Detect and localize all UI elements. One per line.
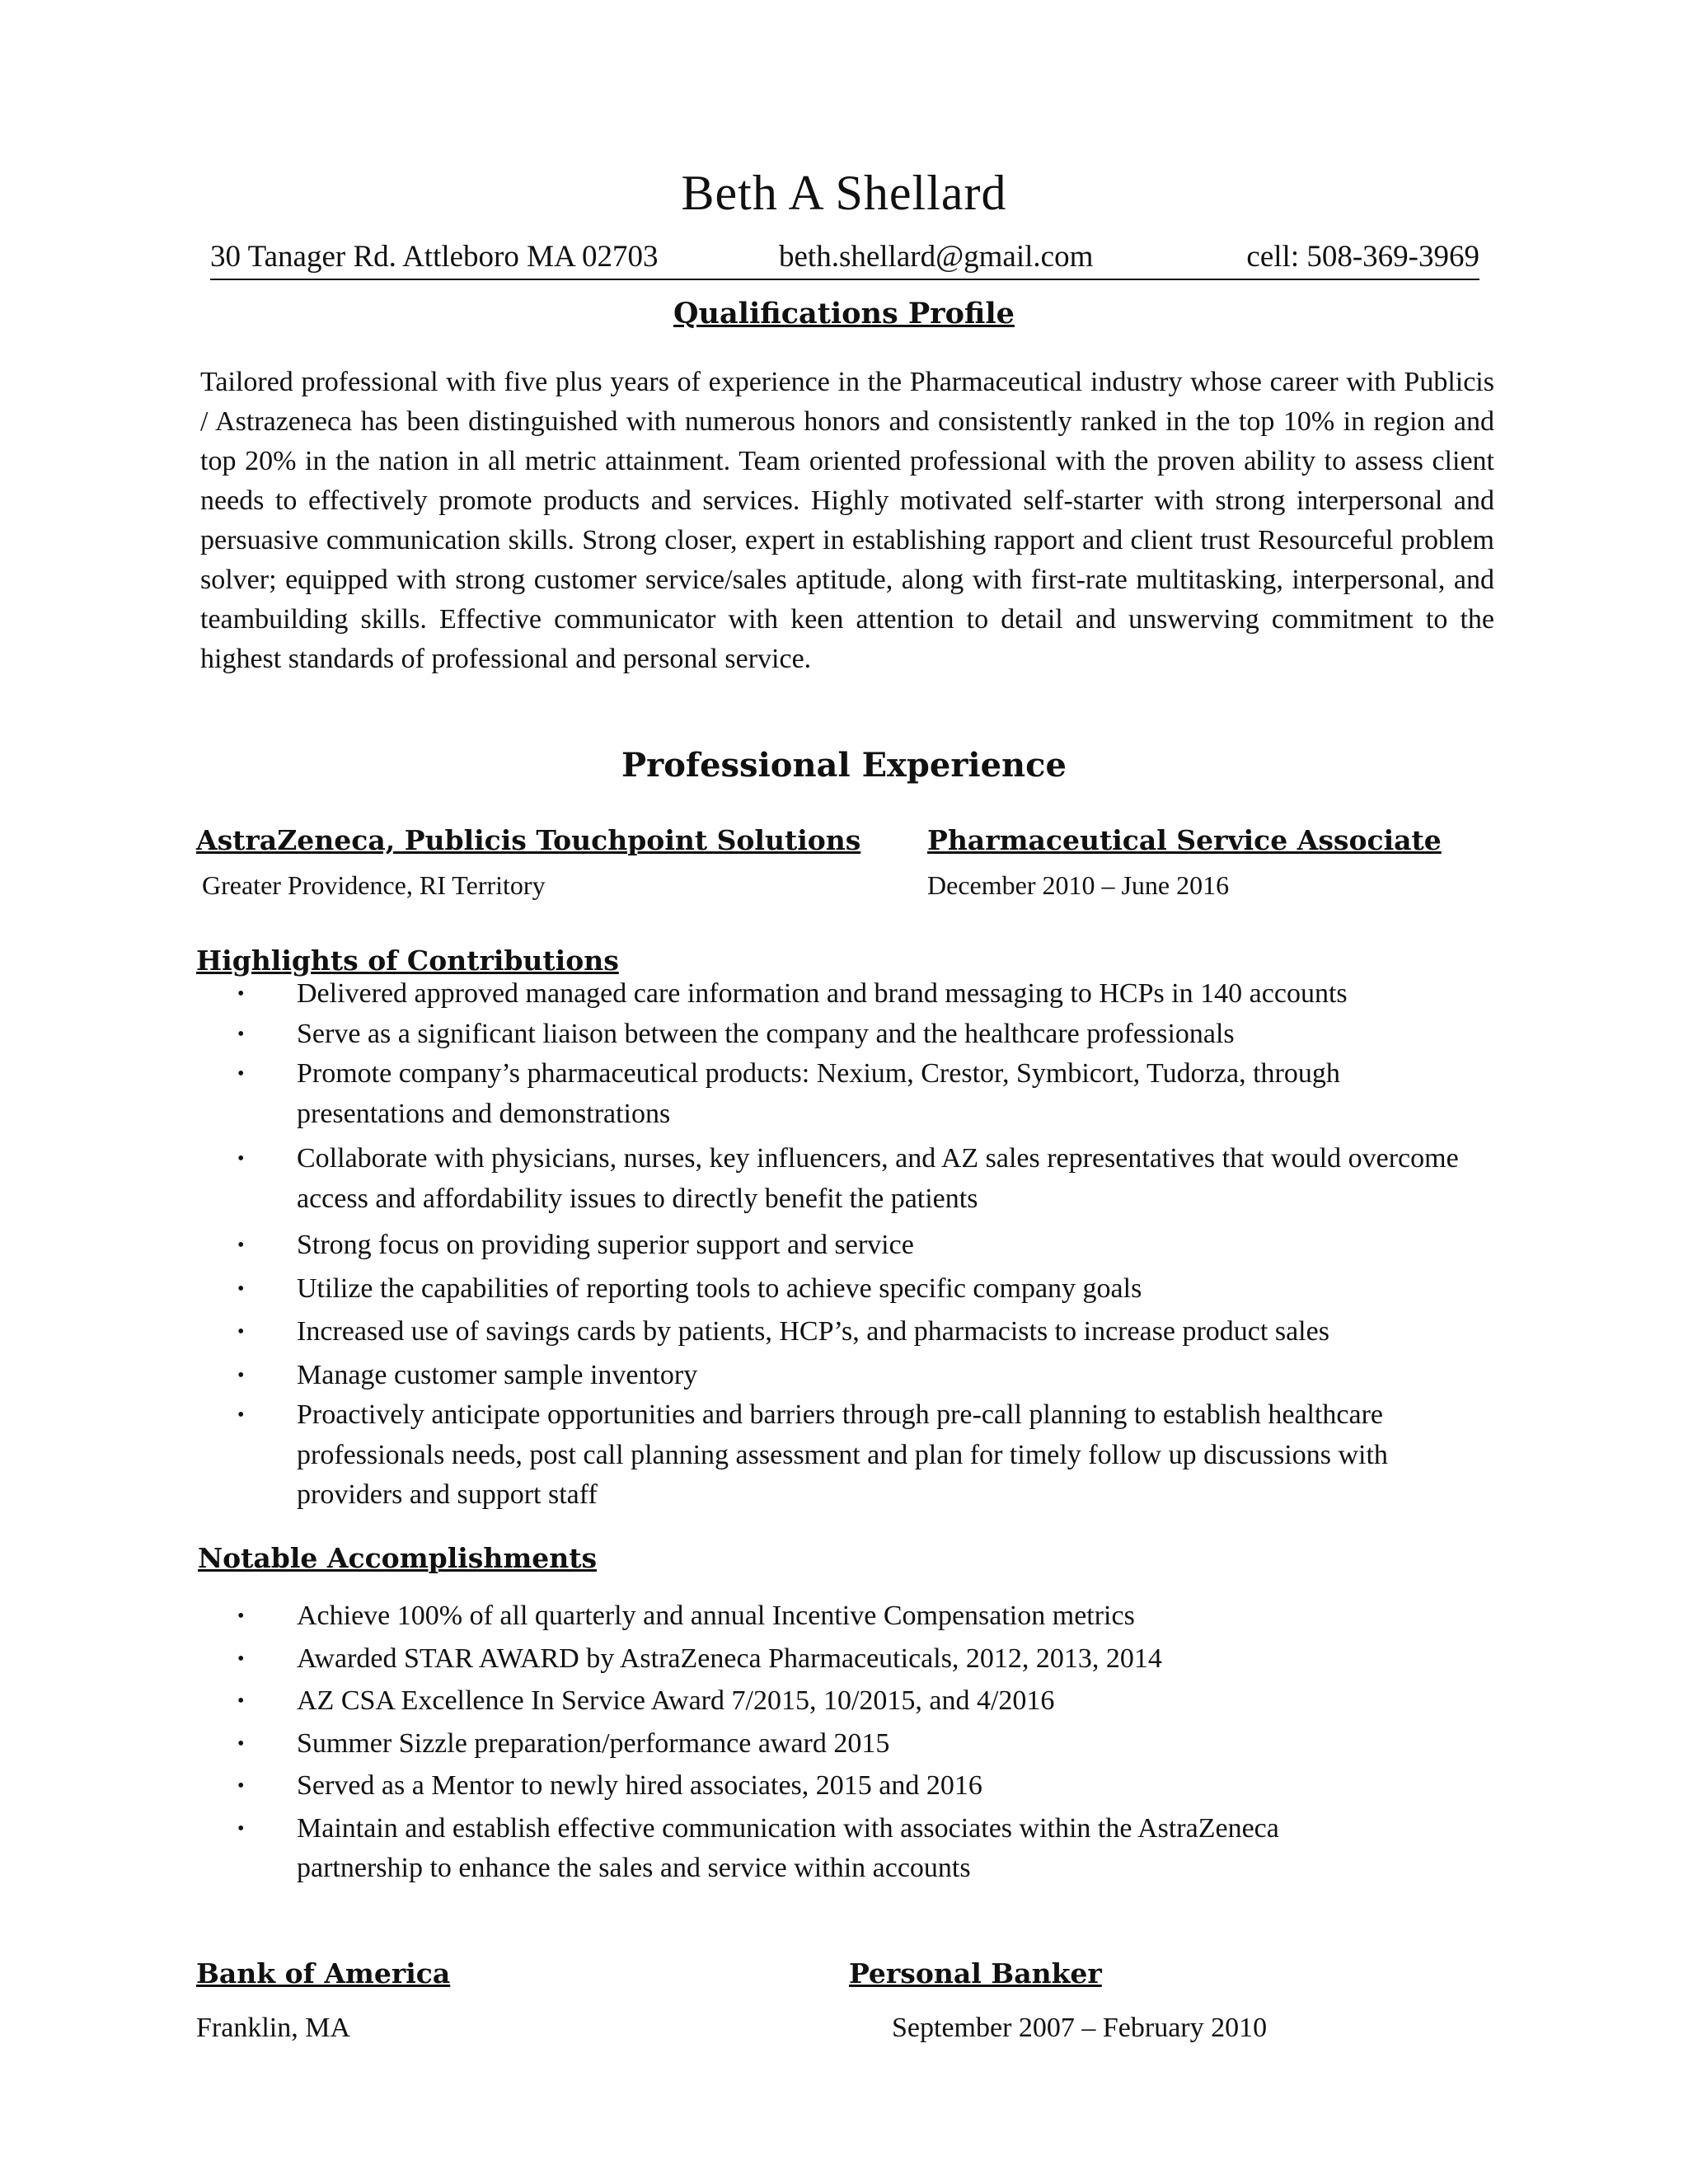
list-item: • Serve as a significant liaison between the company and the healthcare professionals bbox=[237, 1015, 1498, 1055]
list-item: • Utilize the capabilities of reporting tools to achieve specific company goals bbox=[237, 1269, 1498, 1310]
job2-location: Franklin, MA bbox=[196, 2013, 350, 2043]
qualifications-text: Tailored professional with five plus years of experience in the Pharmaceutical industry whose career with Publicis / Astrazeneca has been distinguished with numerous honors and consistently ranked in the top 10% in region and top 20% in the nation in all metric attainment. Team oriented professional with the proven ability to assess client needs to effectively promote products and services. Highly motivated self-starter with strong interpersonal and persuasive communication skills. Strong closer, expert in establishing rapport and client trust Resourceful problem solver; equipped with strong customer service/sales aptitude, along with first-rate multitasking, interpersonal, and teambuilding skills. Effective communicator with keen attention to detail and unswerving commitment to the highest standards of professional and personal service. bbox=[200, 367, 1494, 674]
list-item: • Delivered approved managed care information and brand messaging to HCPs in 140 accounts bbox=[237, 974, 1498, 1015]
list-item: • Achieve 100% of all quarterly and annual Incentive Compensation metrics bbox=[237, 1596, 1498, 1637]
job1-company: AstraZeneca, Publicis Touchpoint Solutions bbox=[196, 824, 861, 856]
contact-line bbox=[210, 239, 1479, 280]
list-item: • Strong focus on providing superior support and service bbox=[237, 1226, 1498, 1266]
list-item: • Collaborate with physicians, nurses, key influencers, and AZ sales representatives that would overcome access and affordability issues to directly benefit the patients bbox=[237, 1139, 1475, 1219]
qualifications-title: Qualifications Profile bbox=[673, 297, 1015, 330]
highlights-list bbox=[237, 974, 1498, 1516]
list-item: • Summer Sizzle preparation/performance award 2015 bbox=[237, 1724, 1498, 1765]
list-item: • Proactively anticipate opportunities and barriers through pre-call planning to establish healthcare professionals needs, post call planning assessment and plan for timely follow up discussions with providers and support staff bbox=[237, 1395, 1492, 1516]
job2-dates: September 2007 – February 2010 bbox=[892, 2013, 1268, 2043]
job1-role: Pharmaceutical Service Associate bbox=[927, 824, 1442, 856]
list-item: • Awarded STAR AWARD by AstraZeneca Pharmaceuticals, 2012, 2013, 2014 bbox=[237, 1639, 1498, 1680]
job1-dates: December 2010 – June 2016 bbox=[927, 870, 1230, 900]
list-item: • Served as a Mentor to newly hired associates, 2015 and 2016 bbox=[237, 1766, 1498, 1807]
list-item: • Promote company’s pharmaceutical products: Nexium, Crestor, Symbicort, Tudorza, through presentations and demonstrations bbox=[237, 1054, 1434, 1134]
highlights-title: Highlights of Contributions bbox=[196, 944, 619, 977]
list-item: • Manage customer sample inventory bbox=[237, 1356, 1498, 1396]
email: beth.shellard@gmail.com bbox=[779, 240, 1094, 274]
job2-role: Personal Banker bbox=[849, 1957, 1102, 1990]
resume-name: Beth A Shellard bbox=[681, 166, 1007, 220]
experience-title: Professional Experience bbox=[621, 746, 1067, 785]
phone: cell: 508-369-3969 bbox=[1246, 240, 1479, 274]
list-item: • Increased use of savings cards by patients, HCP’s, and pharmacists to increase product sales bbox=[237, 1312, 1498, 1352]
job2-company: Bank of America bbox=[196, 1957, 451, 1990]
list-item: • AZ CSA Excellence In Service Award 7/2015, 10/2015, and 4/2016 bbox=[237, 1681, 1498, 1722]
accomplishments-title: Notable Accomplishments bbox=[198, 1542, 598, 1574]
list-item: • Maintain and establish effective communication with associates within the AstraZeneca partnership to enhance the sales and service within accounts bbox=[237, 1809, 1385, 1889]
address: 30 Tanager Rd. Attleboro MA 02703 bbox=[210, 240, 659, 274]
accomplishments-list bbox=[237, 1596, 1498, 1889]
job1-location: Greater Providence, RI Territory bbox=[202, 870, 546, 900]
